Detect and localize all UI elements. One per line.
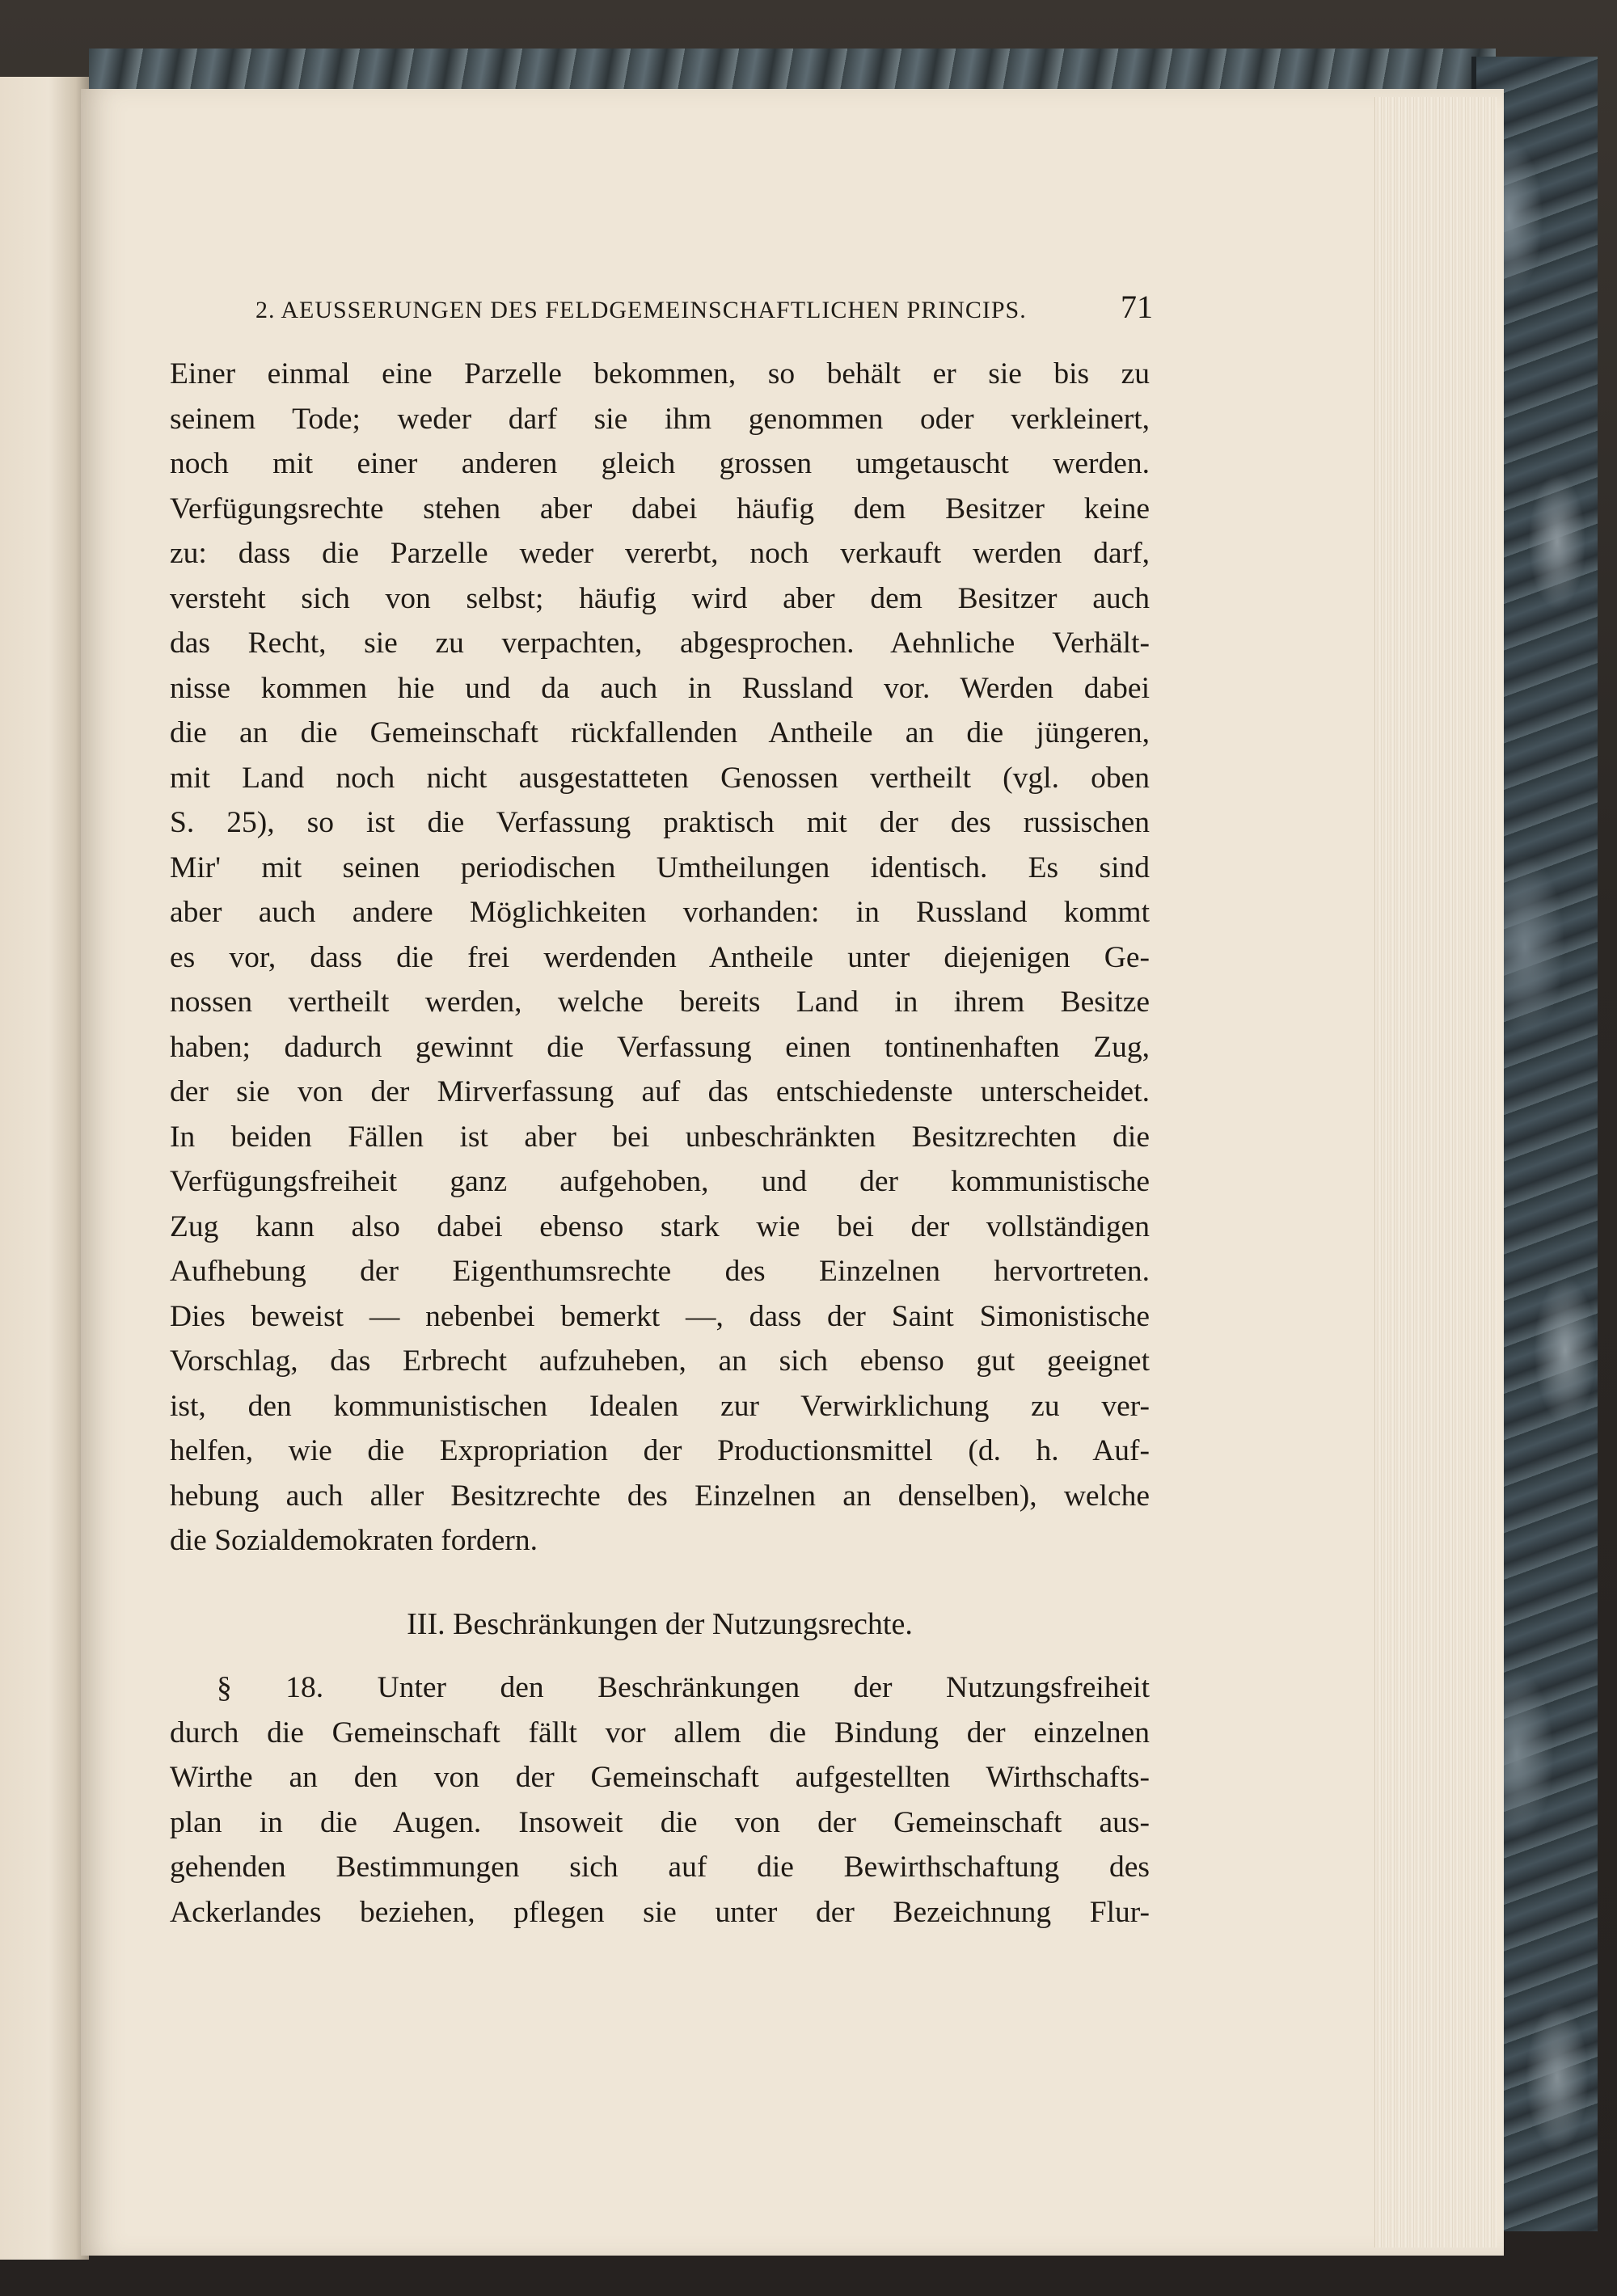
text-line: durch die Gemeinschaft fällt vor allem die Bindung der einzelnen	[170, 1716, 1150, 1749]
text-line: § 18. Unter den Beschränkungen der Nutzungsfreiheit	[217, 1671, 1150, 1704]
text-line: In beiden Fällen ist aber bei unbeschränkten Besitzrechten die	[170, 1120, 1150, 1154]
running-head-title: 2. AEUSSERUNGEN DES FELDGEMEINSCHAFTLICHEN PRINCIPS.	[255, 297, 1027, 323]
paragraph-1	[170, 352, 1150, 1564]
text-line: versteht sich von selbst; häufig wird aber dem Besitzer auch	[170, 581, 1150, 615]
text-line: die Sozialdemokraten fordern.	[170, 1524, 538, 1557]
text-line: haben; dadurch gewinnt die Verfassung einen tontinenhaften Zug,	[170, 1030, 1150, 1064]
text-line: S. 25), so ist die Verfassung praktisch mit der des russischen	[170, 806, 1150, 839]
text-line: helfen, wie die Expropriation der Productionsmittel (d. h. Auf-	[170, 1434, 1150, 1467]
text-line: Einer einmal eine Parzelle bekommen, so behält er sie bis zu	[170, 357, 1150, 390]
text-line: plan in die Augen. Insoweit die von der Gemeinschaft aus-	[170, 1805, 1150, 1839]
text-line: hebung auch aller Besitzrechte des Einzelnen an denselben), welche	[170, 1479, 1150, 1513]
running-head	[255, 288, 1153, 328]
text-line: noch mit einer anderen gleich grossen umgetauscht werden.	[170, 447, 1150, 480]
text-line: Ackerlandes beziehen, pflegen sie unter der Bezeichnung Flur-	[170, 1895, 1150, 1929]
text-line: nisse kommen hie und da auch in Russland vor. Werden dabei	[170, 671, 1150, 705]
body-text	[170, 352, 1150, 1935]
text-line: Dies beweist — nebenbei bemerkt —, dass der Saint Simonistische	[170, 1299, 1150, 1333]
text-line: nossen vertheilt werden, welche bereits Land in ihrem Besitze	[170, 986, 1150, 1019]
text-line: das Recht, sie zu verpachten, abgesprochen. Aehnliche Verhält-	[170, 627, 1150, 660]
text-line: aber auch andere Möglichkeiten vorhanden: in Russland kommt	[170, 896, 1150, 929]
section-heading: III. Beschränkungen der Nutzungsrechte.	[407, 1606, 913, 1641]
page-edges	[1374, 97, 1497, 2247]
paragraph-2	[170, 1665, 1150, 1935]
text-line: Zug kann also dabei ebenso stark wie bei der vollständigen	[170, 1209, 1150, 1243]
text-line: der sie von der Mirverfassung auf das entschiedenste unterscheidet.	[170, 1075, 1150, 1108]
text-line: mit Land noch nicht ausgestatteten Genossen vertheilt (vgl. oben	[170, 761, 1150, 795]
text-line: Aufhebung der Eigenthumsrechte des Einzelnen hervortreten.	[170, 1255, 1150, 1288]
text-line: Verfügungsrechte stehen aber dabei häufig dem Besitzer keine	[170, 492, 1150, 525]
page-number: 71	[1121, 289, 1153, 325]
text-line: ist, den kommunistischen Idealen zur Verwirklichung zu ver-	[170, 1389, 1150, 1423]
text-line: Mir' mit seinen periodischen Umtheilungen identisch. Es sind	[170, 850, 1150, 884]
text-line: Verfügungsfreiheit ganz aufgehoben, und der kommunistische	[170, 1165, 1150, 1198]
text-line: gehenden Bestimmungen sich auf die Bewirthschaftung des	[170, 1851, 1150, 1884]
left-facing-page	[0, 77, 89, 2260]
text-line: Wirthe an den von der Gemeinschaft aufgestellten Wirthschafts-	[170, 1761, 1150, 1794]
text-line: zu: dass die Parzelle weder vererbt, noch verkauft werden darf,	[170, 537, 1150, 570]
text-line: es vor, dass die frei werdenden Antheile unter diejenigen Ge-	[170, 940, 1150, 974]
text-line: die an die Gemeinschaft rückfallenden Antheile an die jüngeren,	[170, 716, 1150, 749]
text-line: Vorschlag, das Erbrecht aufzuheben, an sich ebenso gut geeignet	[170, 1344, 1150, 1378]
text-line: seinem Tode; weder darf sie ihm genommen oder verkleinert,	[170, 402, 1150, 436]
